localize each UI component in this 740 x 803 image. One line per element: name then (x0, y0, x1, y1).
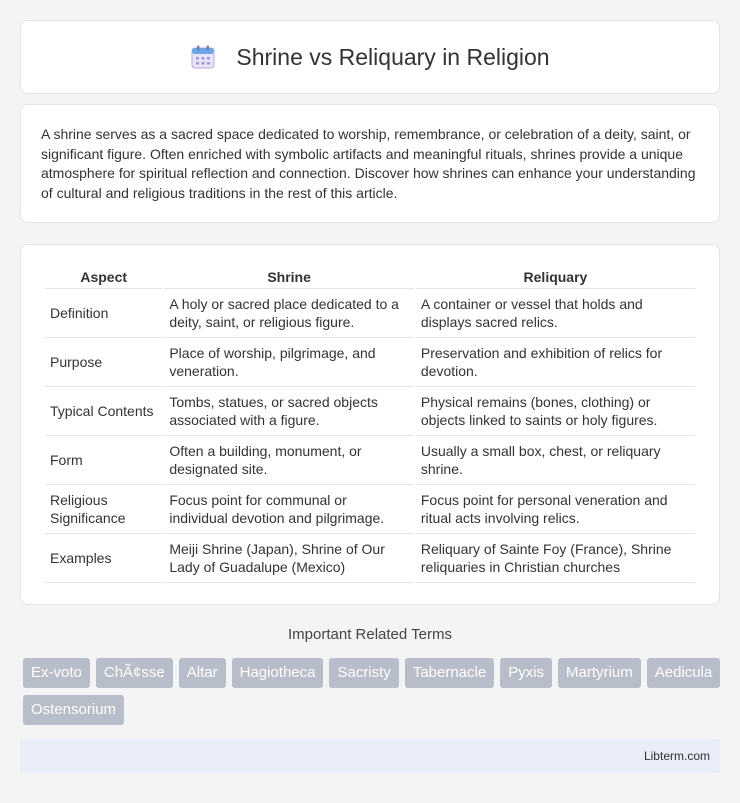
row-shrine: Focus point for communal or individual devotion and pilgrimage. (164, 485, 414, 534)
row-shrine: Place of worship, pilgrimage, and veneration. (164, 338, 414, 387)
table-header-row (45, 265, 695, 289)
header-reliquary: Reliquary (416, 265, 695, 289)
tag-ostensorium[interactable]: Ostensorium (23, 695, 124, 725)
row-reliquary: Physical remains (bones, clothing) or objects linked to saints or holy figures. (416, 387, 695, 436)
table-row (45, 436, 695, 485)
footer-brand-link[interactable]: Libterm.com (643, 749, 710, 763)
row-aspect: Examples (45, 534, 162, 583)
calendar-icon (190, 44, 216, 70)
tag-hagiotheca[interactable]: Hagiotheca (232, 658, 324, 688)
row-aspect: Definition (45, 289, 162, 338)
tag-ex-voto[interactable]: Ex-voto (23, 658, 90, 688)
row-aspect: Typical Contents (45, 387, 162, 436)
row-shrine: Meiji Shrine (Japan), Shrine of Our Lady of Guadalupe (Mexico) (164, 534, 414, 583)
row-reliquary: Usually a small box, chest, or reliquary shrine. (416, 436, 695, 485)
header-shrine: Shrine (164, 265, 414, 289)
row-reliquary: A container or vessel that holds and displays sacred relics. (416, 289, 695, 338)
tag-sacristy[interactable]: Sacristy (329, 658, 398, 688)
row-shrine: Tombs, statues, or sacred objects associated with a figure. (164, 387, 414, 436)
related-terms-list (23, 658, 723, 725)
table-row (45, 338, 695, 387)
table-row (45, 387, 695, 436)
tag-altar[interactable]: Altar (179, 658, 226, 688)
table-row (45, 289, 695, 338)
comparison-table (43, 265, 697, 583)
page-title: Shrine vs Reliquary in Religion (236, 43, 550, 70)
header-aspect: Aspect (45, 265, 162, 289)
table-row (45, 485, 695, 534)
title-wrap (190, 44, 549, 71)
row-aspect: Religious Significance (45, 485, 162, 534)
table-row (45, 534, 695, 583)
intro-paragraph: A shrine serves as a sacred space dedicated to worship, remembrance, or celebration of a deity, saint, or significant figure. Often enriched with symbolic artifacts and meaningful rituals, shrines provide a unique atmosphere for spiritual reflection and connection. Discover how shrines can enhance your understanding of cultural and religious traditions in the rest of this article. (41, 126, 696, 201)
row-reliquary: Focus point for personal veneration and ritual acts involving relics. (416, 485, 695, 534)
row-reliquary: Preservation and exhibition of relics for devotion. (416, 338, 695, 387)
tag-martyrium[interactable]: Martyrium (558, 658, 641, 688)
related-terms-title: Important Related Terms (288, 626, 452, 643)
header-card (20, 20, 720, 94)
intro-card (20, 104, 720, 223)
footer (20, 739, 720, 773)
tag-pyxis[interactable]: Pyxis (500, 658, 552, 688)
comparison-card (20, 244, 720, 605)
row-aspect: Purpose (45, 338, 162, 387)
tag-tabernacle[interactable]: Tabernacle (405, 658, 494, 688)
tag-aedicula[interactable]: Aedicula (647, 658, 721, 688)
row-reliquary: Reliquary of Sainte Foy (France), Shrine reliquaries in Christian churches (416, 534, 695, 583)
row-aspect: Form (45, 436, 162, 485)
row-shrine: Often a building, monument, or designated site. (164, 436, 414, 485)
tag-chasse[interactable]: ChÃ¢sse (96, 658, 173, 688)
row-shrine: A holy or sacred place dedicated to a deity, saint, or religious figure. (164, 289, 414, 338)
